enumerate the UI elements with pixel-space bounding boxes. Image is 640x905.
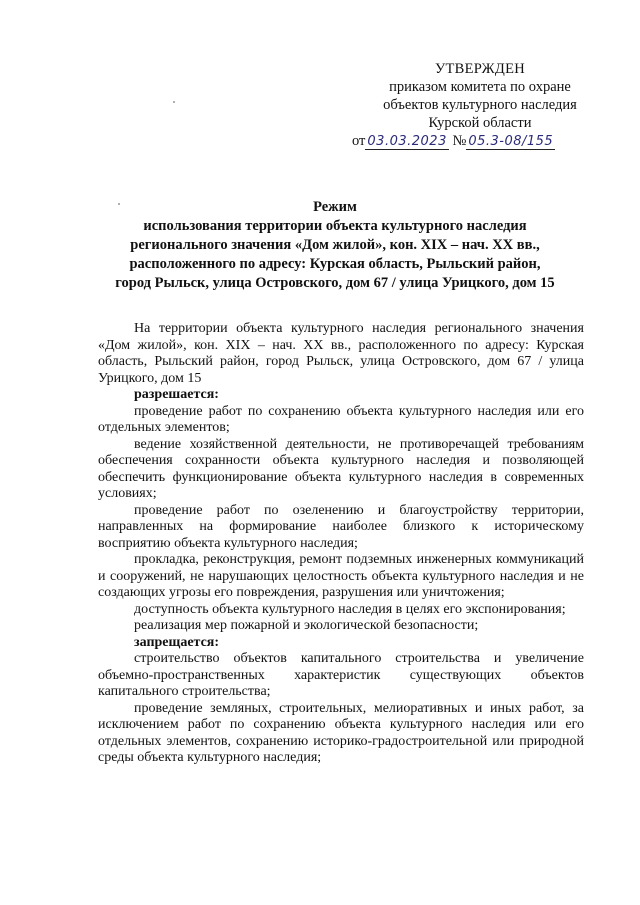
title-line: расположенного по адресу: Курская область, Рыльский район, <box>129 256 541 272</box>
prohibited-item: строительство объектов капитального строительства и увеличение объемно-пространственных характеристик существующих объектов капитального строительства; <box>98 651 584 699</box>
approval-line: приказом комитета по охране <box>389 79 571 95</box>
prohibited-heading: запрещается: <box>134 634 220 650</box>
number-prefix: № <box>452 133 467 149</box>
approval-date-row <box>350 132 610 151</box>
date-prefix: от <box>352 133 366 149</box>
handwritten-number: 05.3-08/155 <box>468 134 554 149</box>
title-line: Режим <box>313 199 357 215</box>
document-title <box>90 198 580 293</box>
allowed-item: ведение хозяйственной деятельности, не противоречащей требованиям обеспечения сохранности объекта культурного наследия и позволяющей обеспечить функционирование объекта культурного наследия в современных условиях; <box>98 436 584 501</box>
allowed-item: проведение работ по сохранению объекта культурного наследия или его отдельных элементов; <box>98 403 584 435</box>
approval-heading: УТВЕРЖДЕН <box>434 61 526 77</box>
document-body <box>98 321 584 767</box>
title-line: регионального значения «Дом жилой», кон. XIX – нач. XX вв., <box>130 237 540 253</box>
handwritten-date: 03.03.2023 <box>367 134 447 149</box>
allowed-heading: разрешается: <box>134 387 219 402</box>
title-line: город Рыльск, улица Островского, дом 67 / улица Урицкого, дом 15 <box>115 275 555 291</box>
allowed-item: прокладка, реконструкция, ремонт подземных инженерных коммуникаций и сооружений, не нарушающих целостность объекта культурного наследия и не создающих угрозы его повреждения, разрушения или уничтожения; <box>98 552 584 600</box>
allowed-item: доступность объекта культурного наследия в целях его экспонирования; <box>134 601 566 617</box>
allowed-item: реализация мер пожарной и экологической безопасности; <box>134 618 479 633</box>
scan-speck <box>173 101 175 103</box>
prohibited-item: проведение земляных, строительных, мелиоративных и иных работ, за исключением работ по сохранению объекта культурного наследия или его отдельных элементов, сохранению историко-градостроительной или природной среды объекта культурного наследия; <box>98 700 584 765</box>
approval-line: объектов культурного наследия <box>383 97 577 113</box>
scan-speck <box>118 203 120 205</box>
allowed-item: проведение работ по озеленению и благоустройству территории, направленных на формирование наиболее близкого к историческому восприятию объекта культурного наследия; <box>98 502 584 551</box>
title-line: использования территории объекта культурного наследия <box>143 218 527 234</box>
approval-block <box>350 60 610 151</box>
approval-line: Курской области <box>428 115 532 131</box>
intro-paragraph: На территории объекта культурного наследия регионального значения «Дом жилой», кон. XIX – нач. XX вв., расположенного по адресу: Курская область, Рыльский район, город Рыльск, улица Островского, дом 67 / улица Урицкого, дом 15 <box>98 321 584 386</box>
